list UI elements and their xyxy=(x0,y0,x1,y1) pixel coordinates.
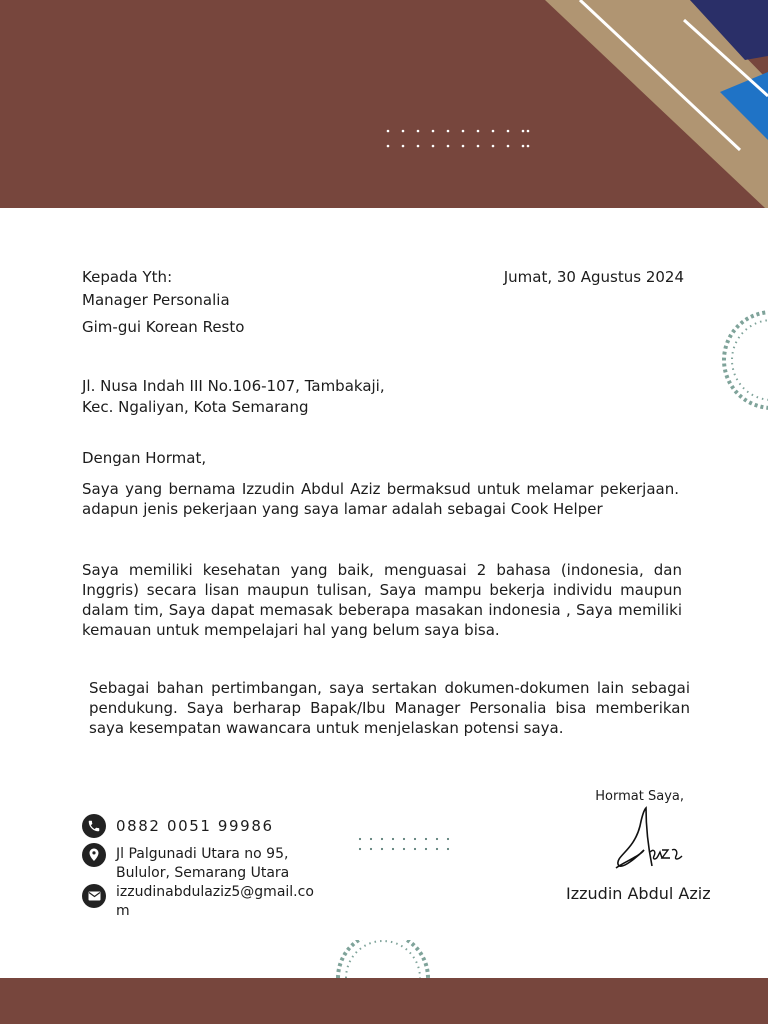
signature-image xyxy=(610,806,690,876)
side-dotted-arc xyxy=(712,308,768,412)
bottom-dotted-arc xyxy=(330,940,436,978)
contact-address xyxy=(116,843,289,883)
contact-phone: 0882 0051 99986 xyxy=(116,817,274,835)
contact-address-line2: Bululor, Semarang Utara xyxy=(116,865,290,881)
contact-email-row xyxy=(82,884,324,921)
sender-name: Izzudin Abdul Aziz xyxy=(566,884,711,903)
recipient-company: Gim-gui Korean Resto xyxy=(82,318,245,336)
recipient-address-line1: Jl. Nusa Indah III No.106-107, Tambakaji, xyxy=(82,377,385,395)
recipient-greeting: Kepada Yth: xyxy=(82,268,173,286)
middle-dot-grid xyxy=(356,836,460,854)
contact-address-line1: Jl Palgunadi Utara no 95, xyxy=(116,846,289,862)
salutation: Dengan Hormat, xyxy=(82,449,207,467)
closing-text: Hormat Saya, xyxy=(595,789,684,804)
contact-email: izzudinabdulaziz5@gmail.com xyxy=(116,884,314,919)
contact-phone-row xyxy=(82,814,274,838)
email-icon xyxy=(82,884,106,908)
header-dot-grid xyxy=(387,130,530,148)
letter-date: Jumat, 30 Agustus 2024 xyxy=(503,268,684,286)
paragraph-2: Saya memiliki kesehatan yang baik, menguasai 2 bahasa (indonesia, dan Inggris) secara lisan maupun tulisan, Saya mampu bekerja individu maupun dalam tim, Saya dapat memasak beberapa masakan indonesia , Saya memiliki kemauan untuk mempelajari hal yang belum saya bisa. xyxy=(82,561,682,639)
header-decoration xyxy=(0,0,768,208)
paragraph-1: Saya yang bernama Izzudin Abdul Aziz bermaksud untuk melamar pekerjaan. adapun jenis pekerjaan yang saya lamar adalah sebagai Cook Helper xyxy=(82,480,679,518)
paragraph-3: Sebagai bahan pertimbangan, saya sertakan dokumen-dokumen lain sebagai pendukung. Saya berharap Bapak/Ibu Manager Personalia bisa memberikan saya kesempatan wawancara untuk menjelaskan potensi saya. xyxy=(89,679,690,737)
footer-band xyxy=(0,978,768,1024)
recipient-title: Manager Personalia xyxy=(82,291,230,309)
location-pin-icon xyxy=(82,843,106,867)
phone-icon xyxy=(82,814,106,838)
contact-address-row xyxy=(82,843,289,883)
header-banner xyxy=(0,0,768,208)
recipient-address-line2: Kec. Ngaliyan, Kota Semarang xyxy=(82,398,309,416)
